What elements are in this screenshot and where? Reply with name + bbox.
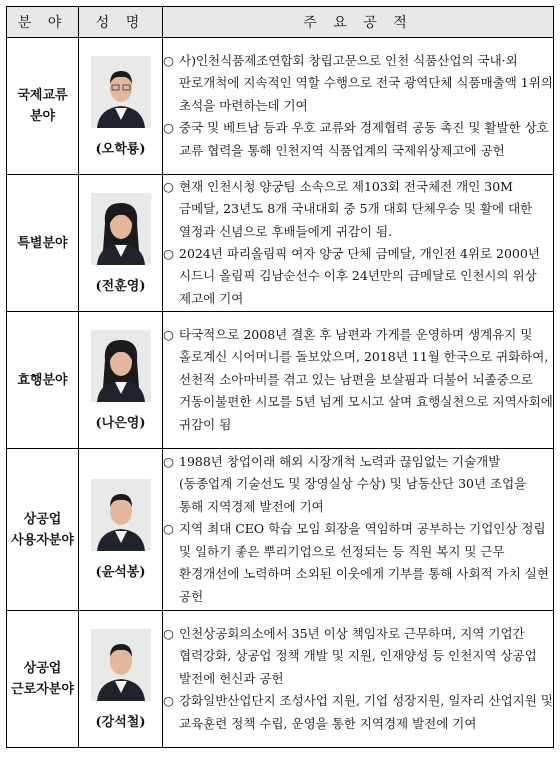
bullet-icon: ○: [163, 454, 174, 470]
person-name: (오학룡): [95, 141, 146, 157]
achievement-item: ○ 1988년 창업이래 해외 시장개척 노력과 끊임없는 기술개발(동종업계 기술선도 및 장영실상 수상) 및 남동산단 30년 조업을 통해 지역경제 발전에 기여: [163, 451, 553, 518]
achievement-item: ○ 강화일반산업단지 조성사업 지원, 기업 성장지원, 일자리 산업지원 및 교육훈련 정책 수립, 운영을 통한 지역경제 발전에 기여: [163, 690, 553, 735]
achievement-item: ○ 지역 최대 CEO 학습 모임 회장을 역임하며 공부하는 기업인상 정립 및 일하기 좋은 뿌리기업으로 선정되는 등 직원 복지 및 근무 환경개선에 노력하며 소외된 이웃에게 기부를 통해 사회적 가치 실현 공헌: [163, 518, 553, 608]
table-row: [7, 611, 554, 748]
field-cell: [7, 449, 79, 611]
bullet-icon: ○: [163, 52, 174, 68]
portrait-photo: [91, 193, 151, 265]
achievement-item: ○ 인천상공회의소에서 35년 이상 책임자로 근무하며, 지역 기업간 협력강화, 상공업 정책 개발 및 지원, 인재양성 등 인천지역 상공업 발전에 헌신과 공헌: [163, 623, 553, 690]
field-cell: [7, 611, 79, 748]
bullet-icon: ○: [163, 625, 174, 641]
field-label: 국제교류 분야: [17, 88, 68, 124]
person-cell: [79, 175, 163, 312]
portrait-photo: [91, 56, 151, 128]
field-label: 효행분야: [17, 372, 68, 388]
bullet-icon: ○: [163, 521, 174, 537]
bullet-icon: ○: [163, 120, 174, 136]
portrait-photo: [91, 479, 151, 551]
portrait-image: [91, 479, 151, 551]
portrait-image: [91, 330, 151, 402]
field-label: 상공업 사용자분야: [11, 511, 74, 548]
header-achievements: 주 요 공 적: [163, 7, 554, 38]
person-name: (나은영): [95, 415, 146, 431]
achievement-item: ○ 중국 및 베트남 등과 우호 교류와 경제협력 공동 촉진 및 활발한 상호 교류 협력을 통해 인천지역 식품업계의 국제위상제고에 공헌: [163, 117, 553, 162]
achievement-item: ○ 타국적으로 2008년 결혼 후 남편과 가게를 운영하며 생계유지 및 홀로계신 시어머니를 돌보았으며, 2018년 11월 한국으로 귀화하여, 선천적 소아마비를 겪고 있는 남편을 보살핌과 더불어 뇌졸중으로 거동이불편한 시모를 5년 넘게 모시고 살며 효행실천으로 지역사회에 귀감이 됨: [163, 324, 553, 436]
person-cell: [79, 312, 163, 449]
person-name: (강석철): [95, 714, 146, 730]
field-label: 특별분야: [17, 235, 68, 251]
field-label: 상공업 근로자분야: [11, 661, 74, 697]
portrait-image: [91, 193, 151, 265]
portrait-photo: [91, 629, 151, 701]
bullet-icon: ○: [163, 178, 174, 194]
person-cell: [79, 38, 163, 175]
header-name: 성 명: [79, 7, 163, 38]
achievement-item: ○ 현재 인천시청 양궁팀 소속으로 제103회 전국체전 개인 30M 금메달, 23년도 8개 국내대회 중 5개 대회 단체우승 및 활에 대한 열정과 신념으로 후배들에게 귀감이 됨.: [163, 176, 553, 243]
portrait-image: [91, 629, 151, 701]
field-cell: [7, 38, 79, 175]
person-name: (윤석봉): [95, 565, 146, 580]
achievements-cell: [163, 611, 554, 748]
achievements-cell: [163, 38, 554, 175]
person-cell: [79, 449, 163, 611]
person-cell: [79, 611, 163, 748]
awards-table: [6, 6, 554, 748]
bullet-icon: ○: [163, 326, 174, 342]
achievement-item: ○ 사)인천식품제조연합회 창립고문으로 인천 식품산업의 국내·외 판로개척에 지속적인 역할 수행으로 전국 광역단체 식품매출액 1위의 초석을 마련하는데 기여: [163, 50, 553, 117]
achievements-cell: [163, 175, 554, 312]
header-field: 분 야: [7, 7, 79, 38]
table-row: [7, 449, 554, 611]
table-header-row: [7, 7, 554, 38]
bullet-icon: ○: [163, 246, 174, 261]
field-cell: [7, 312, 79, 449]
field-cell: [7, 175, 79, 312]
table-row: [7, 38, 554, 175]
table-row: [7, 175, 554, 312]
bullet-icon: ○: [163, 693, 174, 709]
portrait-image: [91, 56, 151, 128]
person-name: (전훈영): [95, 278, 146, 294]
achievement-item: ○ 2024년 파리올림픽 여자 양궁 단체 금메달, 개인전 4위로 2000년 시드니 올림픽 김남순선수 이후 24년만의 금메달로 인천시의 위상 제고에 기여: [163, 243, 553, 310]
achievements-cell: [163, 312, 554, 449]
achievements-cell: [163, 449, 554, 611]
table-row: [7, 312, 554, 449]
portrait-photo: [91, 330, 151, 402]
